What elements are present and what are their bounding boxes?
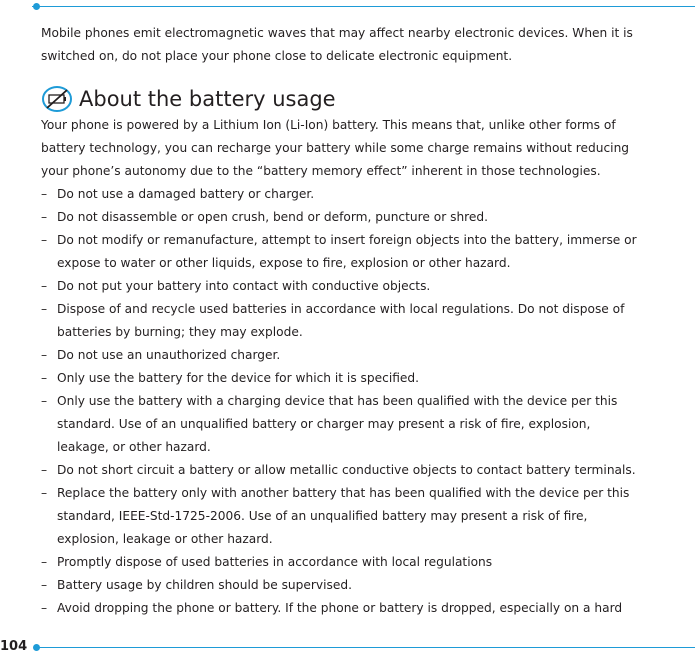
bullet-dash: – <box>41 463 48 477</box>
section-heading <box>41 84 336 114</box>
bullet-dash: – <box>41 210 48 224</box>
bullet-dash: – <box>41 601 48 615</box>
bullet-dash: – <box>41 302 48 316</box>
page-number: 104 <box>0 639 28 654</box>
list-item: – Only use the battery with a charging device that has been qualified with the device per this standard. Use of an unqualified battery or charger may present a risk of fire, explosion, leakage, or other hazard. <box>41 390 641 459</box>
intro-paragraph: Mobile phones emit electromagnetic waves that may affect nearby electronic devices. When it is switched on, do not place your phone close to delicate electronic equipment. <box>41 26 633 63</box>
bottom-rule <box>36 647 695 648</box>
bullet-dash: – <box>41 348 48 362</box>
list-item: – Do not use a damaged battery or charger. <box>41 183 641 206</box>
list-item: – Dispose of and recycle used batteries in accordance with local regulations. Do not dispose of batteries by burning; they may explode. <box>41 298 641 344</box>
list-item: – Replace the battery only with another battery that has been qualified with the device per this standard, IEEE-Std-1725-2006. Use of an unqualified battery may present a risk of fire, explosion, leakage or other hazard. <box>41 482 641 551</box>
list-item: – Do not disassemble or open crush, bend or deform, puncture or shred. <box>41 206 641 229</box>
list-item: – Avoid dropping the phone or battery. If the phone or battery is dropped, especially on a hard <box>41 597 641 620</box>
no-battery-icon <box>41 85 73 113</box>
battery-paragraph: Your phone is powered by a Lithium Ion (Li-Ion) battery. This means that, unlike other forms of battery technology, you can recharge your battery while some charge remains without reducing your phone’s autonomy due to the “battery memory effect” inherent in those technologies. <box>41 118 630 178</box>
list-item: – Do not put your battery into contact with conductive objects. <box>41 275 641 298</box>
list-item: – Battery usage by children should be supervised. <box>41 574 641 597</box>
top-rule <box>32 6 695 7</box>
list-item: – Do not short circuit a battery or allow metallic conductive objects to contact battery terminals. <box>41 459 641 482</box>
list-item: – Do not use an unauthorized charger. <box>41 344 641 367</box>
bullet-dash: – <box>41 371 48 385</box>
bullet-dash: – <box>41 555 48 569</box>
bullet-dash: – <box>41 233 48 247</box>
section-title: About the battery usage <box>79 87 336 111</box>
bullet-dash: – <box>41 394 48 408</box>
bullet-dash: – <box>41 486 48 500</box>
bullet-dash: – <box>41 187 48 201</box>
list-item: – Do not modify or remanufacture, attempt to insert foreign objects into the battery, immerse or expose to water or other liquids, expose to fire, explosion or other hazard. <box>41 229 641 275</box>
bullet-dash: – <box>41 578 48 592</box>
battery-rules-list <box>41 183 641 620</box>
bottom-rule-dot <box>33 644 40 651</box>
list-item: – Promptly dispose of used batteries in accordance with local regulations <box>41 551 641 574</box>
list-item: – Only use the battery for the device for which it is specified. <box>41 367 641 390</box>
top-rule-dot <box>33 3 40 10</box>
bullet-dash: – <box>41 279 48 293</box>
